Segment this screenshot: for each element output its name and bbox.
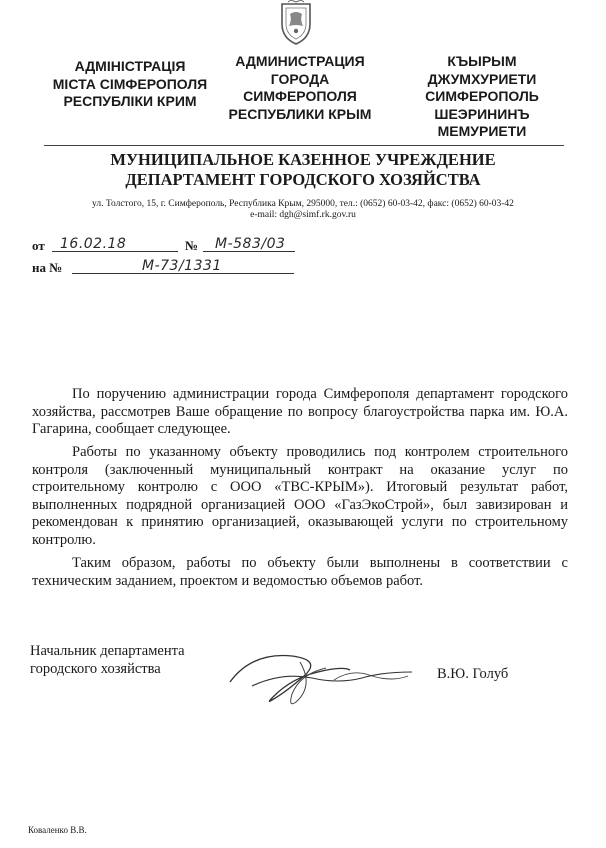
header-line: ДЖУМХУРИЕТИ [427,70,537,87]
signatory-title-line: городского хозяйства [30,660,161,677]
executor-name: Коваленко В.В. [28,825,87,835]
header-ukrainian [42,58,218,111]
outgoing-number: М-583/03 [215,236,286,252]
body-paragraph: По поручению администрации города Симферополя департамент городского хозяйства, рассмотрев Ваше обращение по вопросу благоустройства парка им. Ю.А. Гагарина, сообщает следующее. [32,386,568,437]
from-label: от [32,238,45,253]
reply-to-label: на № [32,260,63,275]
header-line: ШЕЭРИНИНЪ [434,105,530,122]
crimea-coat-of-arms-icon [276,0,316,46]
organization-address: ул. Толстого, 15, г. Симферополь, Республика Крым, 295000, тел.: (0652) 60-03-42, факс: (0652) 60-03-42 [92,199,514,209]
header-line: СИМФЕРОПОЛЯ [243,88,357,104]
signatory-name: В.Ю. Голуб [437,666,509,682]
header-line: РЕСПУБЛІКИ КРИМ [63,93,197,109]
header-line: РЕСПУБЛИКИ КРЫМ [228,105,372,122]
body-paragraph: Таким образом, работы по объекту были выполнены в соответствии с техническим заданием, проектом и ведомостью объемов работ. [32,555,568,589]
organization-name: ДЕПАРТАМЕНТ ГОРОДСКОГО ХОЗЯЙСТВА [125,170,481,189]
handwritten-signature [222,642,422,712]
header-russian [212,53,388,123]
header-line: АДМИНИСТРАЦИЯ [235,53,365,69]
number-label: № [185,238,199,253]
organization-type: МУНИЦИПАЛЬНОЕ КАЗЕННОЕ УЧРЕЖДЕНИЕ [110,150,496,169]
signatory-title [30,643,185,678]
header-line: МІСТА СІМФЕРОПОЛЯ [52,75,208,92]
header-divider [44,145,564,146]
header-line: СИМФЕРОПОЛЬ [425,88,539,104]
header-crimean-tatar [402,53,562,141]
signatory-title-line: Начальник департамента [30,643,185,659]
header-line: ГОРОДА [270,70,330,87]
organization-email: e-mail: dgh@simf.rk.gov.ru [250,210,356,220]
header-line: КЪЫРЫМ [447,53,517,69]
body-paragraph: Работы по указанному объекту проводились под контролем строительного контроля (заключенный муниципальный контракт на оказание услуг по строительному контролю с ООО «ТВС-КРЫМ»). Итоговый результат работ, выполненных подрядной организацией ООО «ГазЭкоСтрой», был завизирован и рекомендован к принятию организацией, оказывающей услуги по строительному контролю. [32,444,568,548]
reply-to-number: М-73/1331 [142,258,222,274]
header-line: АДМІНІСТРАЦІЯ [74,58,186,74]
outgoing-date: 16.02.18 [60,236,127,252]
header-line: МЕМУРИЕТИ [437,123,527,139]
